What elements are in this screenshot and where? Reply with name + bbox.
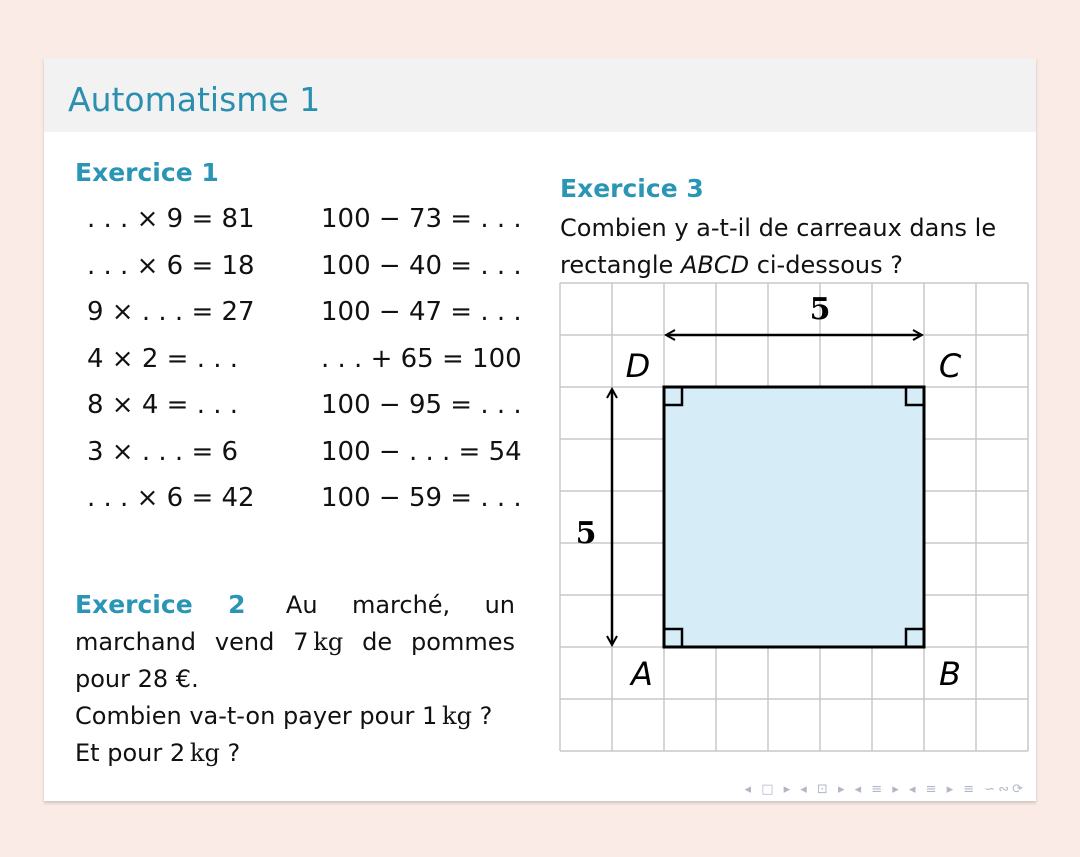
calc-left: 9 × . . . = 27 bbox=[87, 297, 255, 327]
calc-left: 4 × 2 = . . . bbox=[87, 343, 239, 374]
vertex-c-label: C bbox=[938, 347, 962, 385]
rectangle-abcd bbox=[664, 387, 924, 647]
exercise2-heading: Exercice 2 bbox=[75, 590, 246, 619]
beamer-navigation[interactable]: ◂ □ ▸ ◂ ⊡ ▸ ◂ ≡ ▸ ◂ ≡ ▸ ≡ ∽∾⟳ bbox=[744, 782, 1026, 797]
calc-right: 100 − 95 = . . . bbox=[321, 390, 522, 420]
vertex-b-label: B bbox=[939, 655, 961, 693]
rectangle-name: ABCD bbox=[680, 251, 750, 279]
question2-text: Et pour 2 bbox=[75, 739, 186, 767]
vertex-d-label: D bbox=[625, 347, 651, 385]
width-label: 5 bbox=[809, 292, 831, 327]
vertex-a-label: A bbox=[631, 655, 653, 693]
exercise3-heading: Exercice 3 bbox=[560, 174, 704, 203]
unit-kg: kg bbox=[189, 739, 220, 767]
slide bbox=[44, 58, 1036, 801]
unit-kg: kg bbox=[442, 702, 472, 730]
question-line-2-a: rectangle bbox=[560, 251, 681, 279]
calc-left: . . . × 6 = 42 bbox=[87, 483, 255, 513]
calc-left: . . . × 6 = 18 bbox=[87, 250, 255, 281]
question-text: Combien va-t-on payer pour 1 bbox=[75, 702, 438, 730]
calc-right: 100 − 59 = . . . bbox=[321, 483, 522, 513]
calc-left: 8 × 4 = . . . bbox=[87, 390, 239, 420]
height-label: 5 bbox=[575, 516, 597, 551]
calc-right: 100 − 40 = . . . bbox=[321, 250, 522, 281]
calc-right: 100 − 73 = . . . bbox=[321, 204, 522, 234]
exercise1-heading: Exercice 1 bbox=[75, 158, 219, 187]
question-end: ? bbox=[471, 702, 493, 730]
frame-title: Automatisme 1 bbox=[68, 80, 321, 119]
calc-right: . . . + 65 = 100 bbox=[321, 343, 522, 374]
exercise2-text: Au marché, un marchand vend 7 bbox=[75, 591, 515, 656]
calc-left: 3 × . . . = 6 bbox=[87, 436, 239, 467]
question-line-1: Combien y a-t-il de carreaux dans le bbox=[560, 214, 997, 242]
question-line-2-b: ci-dessous ? bbox=[749, 251, 903, 279]
calc-right: 100 − 47 = . . . bbox=[321, 297, 522, 327]
unit-kg: kg bbox=[313, 628, 344, 656]
calc-right: 100 − . . . = 54 bbox=[321, 436, 522, 467]
calc-left: . . . × 9 = 81 bbox=[87, 204, 255, 234]
rectangle-figure bbox=[44, 58, 1036, 801]
question2-end: ? bbox=[219, 739, 241, 767]
exercise2-text-b: de pommes pour 28 €. bbox=[75, 628, 515, 693]
